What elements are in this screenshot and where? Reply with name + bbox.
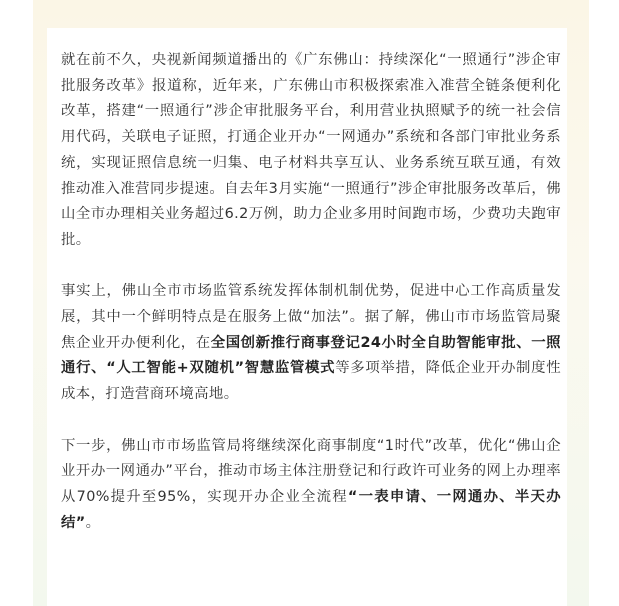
paragraph-3-highlight: “一表申请、一网通办、半天办结” [61, 488, 561, 531]
paragraph-1 [61, 48, 561, 254]
paragraph-2-highlight: 全国创新推行商事登记24小时全自助智能审批、一照通行、“人工智能+双随机”智慧监管模式 [61, 334, 561, 377]
paragraph-2 [61, 279, 561, 408]
paragraph-2-text-a: 事实上，佛山全市市场监管系统发挥体制机制优势，促进中心工作高质量发展，其中一个鲜明特点是在服务上做“加法”。据了解，佛山市市场监管局聚焦企业开办便利化，在 [61, 283, 561, 351]
paragraph-3-text-a: 下一步，佛山市市场监管局将继续深化商事制度“1时代”改革，优化“佛山企业开办一网通办”平台，推动市场主体注册登记和行政许可业务的网上办理率从70%提升至95%，实现开办企业全流程 [61, 437, 561, 505]
paragraph-3 [61, 434, 561, 537]
article-body [61, 48, 561, 536]
paragraph-2-text-b: 等多项举措，降低企业开办制度性成本，打造营商环境高地。 [61, 360, 561, 403]
article-card [47, 28, 567, 606]
paragraph-3-text-b: 。 [85, 514, 101, 531]
paragraph-1-text: 就在前不久，央视新闻频道播出的《广东佛山：持续深化“一照通行”涉企审批服务改革》报道称，近年来，广东佛山市积极探索准入准营全链条便利化改革，搭建“一照通行”涉企审批服务平台，利用营业执照赋予的统一社会信用代码，关联电子证照，打通企业开办“一网通办”系统和各部门审批业务系统，实现证照信息统一归集、电子材料共享互认、业务系统互联互通，有效推动准入准营同步提速。自去年3月实施“一照通行”涉企审批服务改革后，佛山全市办理相关业务超过6.2万例，助力企业多用时间跑市场，少费功夫跑审批。 [61, 52, 561, 248]
